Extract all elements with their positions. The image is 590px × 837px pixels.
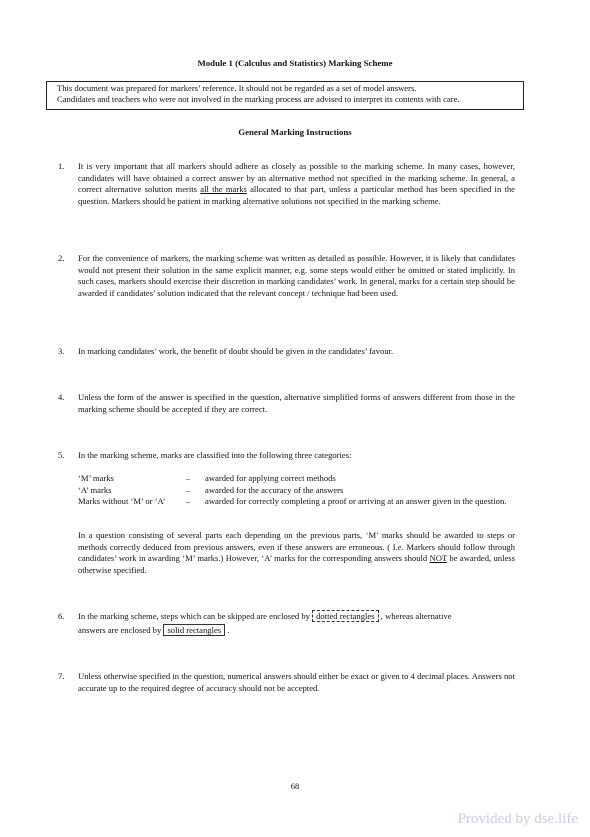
category-desc-a: awarded for the accuracy of the answers <box>205 485 344 495</box>
item-6-text-part: . <box>225 625 230 635</box>
item-text-2: For the convenience of markers, the marking scheme was written as detailed as possible. However, it is likely that candidates would not present their solution in the same explicit manner, e.g. some steps would either be omitted or stated implicitly. In such cases, markers should exercise their discretion in marking candidates’ work. In general, marks for a certain step should be awarded if candidates’ solution indicated that the relevant concept / technique had been used. <box>78 253 515 298</box>
item-number-6: 6. <box>58 611 65 621</box>
item-6-text-part: In the marking scheme, steps which can be skipped are enclosed by <box>78 611 313 621</box>
disclaimer-box <box>46 81 524 110</box>
item-6-text-part: , whereas alternative <box>378 611 452 621</box>
item-6-text-part: answers are enclosed by <box>78 625 164 635</box>
category-desc-none: awarded for correctly completing a proof or arriving at an answer given in the question. <box>205 496 507 506</box>
item-5-text-part: be awarded, unless otherwise specified. <box>78 553 515 575</box>
item-5-text-part: In a question consisting of several parts each depending on the previous parts, ‘M’ marks should be awarded to steps or methods correctly deduced from previous answers, even if these answers are erroneous. ( I.e. Markers should follow through candidates’ work in awarding ‘M’ marks.) However, ‘A’ marks for the corresponding answers should <box>78 530 515 564</box>
item-1-text-part: It is very important that all markers should adhere as closely as possible to the marking scheme. In many cases, however, candidates will have obtained a correct answer by an alternative method not specified in the marking scheme. In general, a correct alternative solution merits <box>78 161 515 195</box>
item-6-line-1 <box>78 611 452 623</box>
item-text-1 <box>78 161 515 207</box>
item-text-3: In marking candidates’ work, the benefit of doubt should be given in the candidates’ favour. <box>78 346 394 356</box>
item-text-7: Unless otherwise specified in the question, numerical answers should either be exact or given to 4 decimal places. Answers not accurate up to the required degree of accuracy should not be accepted. <box>78 671 515 693</box>
category-label-a: ‘A’ marks <box>78 485 112 495</box>
page-title: Module 1 (Calculus and Statistics) Marking Scheme <box>197 58 393 68</box>
item-number-2: 2. <box>58 253 65 263</box>
watermark: Provided by dse.life <box>457 811 578 827</box>
item-number-4: 4. <box>58 392 65 402</box>
category-label-none: Marks without ‘M’ or ‘A’ <box>78 496 166 506</box>
item-number-1: 1. <box>58 161 65 171</box>
category-desc-m: awarded for applying correct methods <box>205 473 336 483</box>
item-text-5-intro: In the marking scheme, marks are classified into the following three categories: <box>78 450 352 460</box>
category-label-m: ‘M’ marks <box>78 473 114 483</box>
page-number: 68 <box>290 781 300 791</box>
solid-rectangle-example: solid rectangles <box>163 624 225 636</box>
item-number-5: 5. <box>58 450 65 460</box>
disclaimer-line-1: This document was prepared for markers’ reference. It should not be regarded as a set of model answers. <box>57 83 417 93</box>
category-dash: – <box>186 473 191 483</box>
underlined-not: NOT <box>429 553 448 564</box>
category-dash: – <box>186 496 191 506</box>
item-number-3: 3. <box>58 346 65 356</box>
underlined-phrase: all the marks <box>200 184 247 195</box>
item-6-line-2 <box>78 625 229 637</box>
section-title: General Marking Instructions <box>238 127 352 137</box>
dotted-rectangle-example: dotted rectangles <box>312 610 378 622</box>
category-dash: – <box>186 485 191 495</box>
item-text-4: Unless the form of the answer is specified in the question, alternative simplified forms of answers different from those in the marking scheme should be accepted if they are correct. <box>78 392 515 414</box>
item-number-7: 7. <box>58 671 65 681</box>
disclaimer-line-2: Candidates and teachers who were not involved in the marking process are advised to interpret its contents with care. <box>57 94 460 105</box>
item-text-5-para <box>78 530 515 576</box>
item-1-text-part: allocated to that part, unless a particular method has been specified in the question. Markers should be patient in marking alternative solutions not specified in the marking scheme. <box>78 184 515 206</box>
